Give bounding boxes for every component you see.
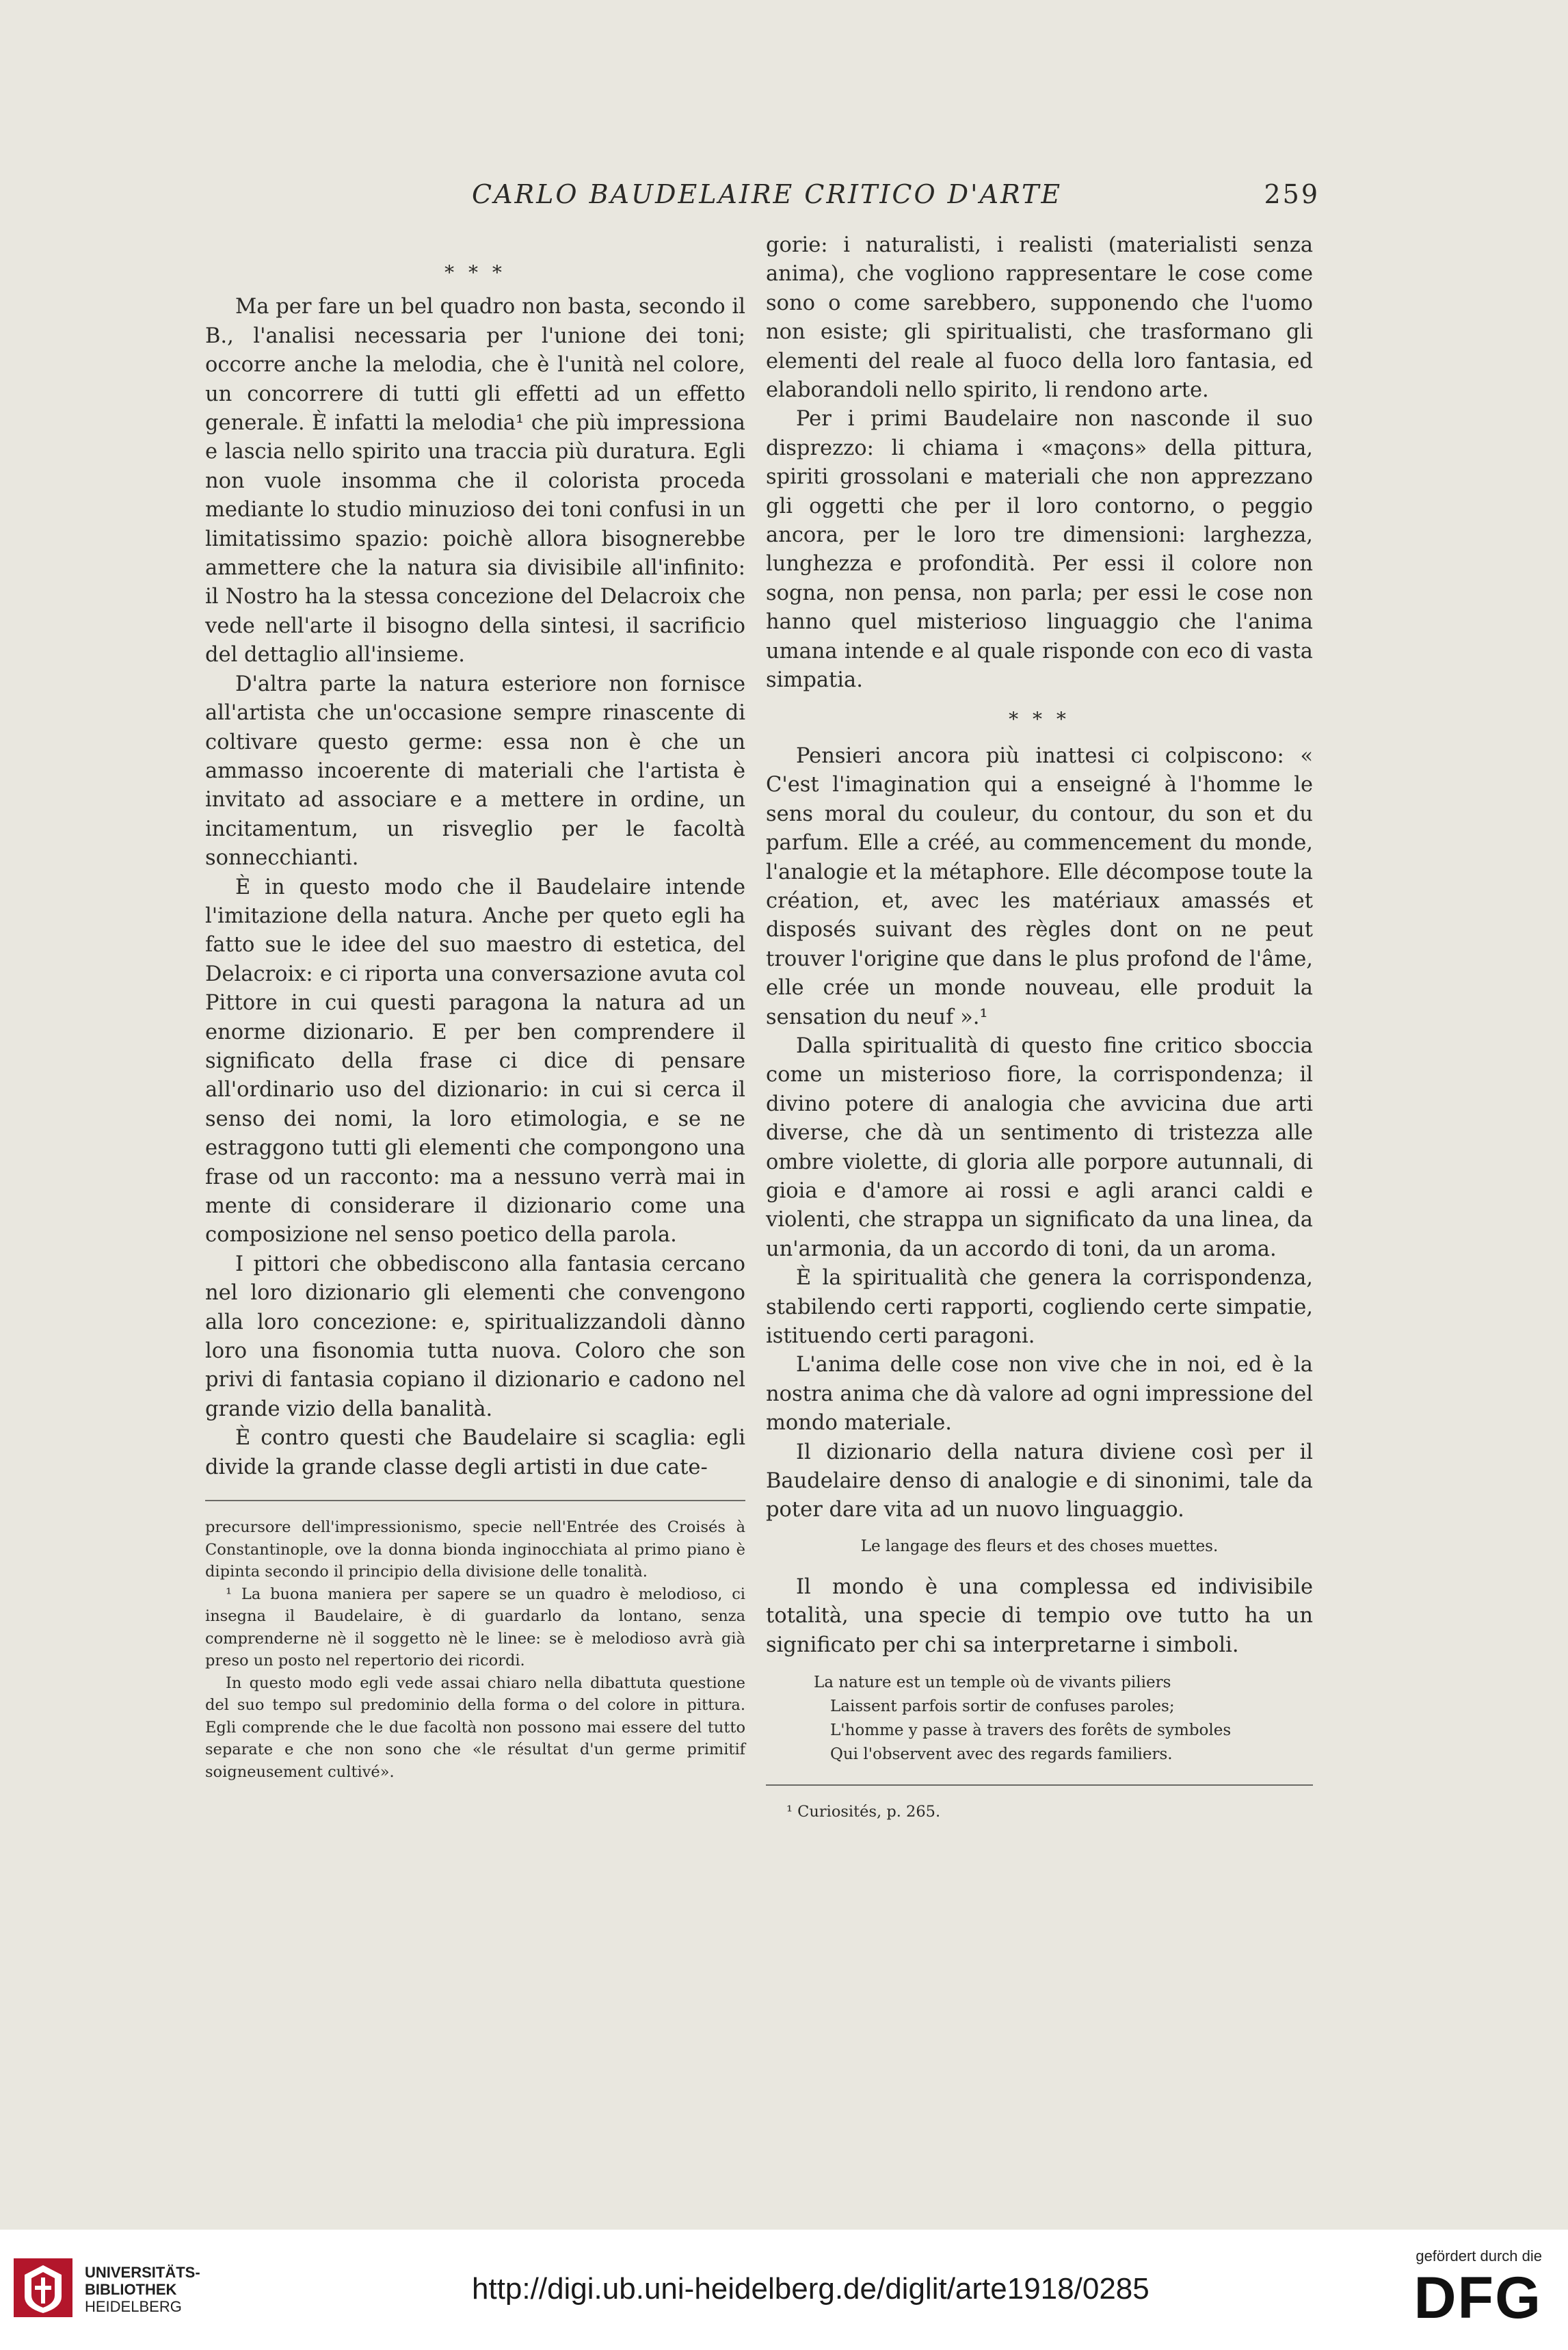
- section-separator: * * *: [444, 261, 506, 284]
- footnote-rule: [205, 1500, 745, 1501]
- verse-line: La nature est un temple où de vivants piliers: [814, 1674, 1171, 1692]
- university-library-logo[interactable]: [14, 2254, 198, 2323]
- verse-line: Laissent parfois sortir de confuses paroles;: [830, 1698, 1175, 1716]
- footnote: ¹ La buona maniera per sapere se un quadro è melodioso, ci insegna il Baudelaire, è di guardarlo da lontano, senza comprenderne nè il soggetto nè le linee: se è melodioso avrà già preso un posto nel repertorio dei ricordi.: [205, 1585, 745, 1670]
- library-emblem-icon: [14, 2258, 72, 2317]
- paragraph: gorie: i naturalisti, i realisti (materialisti senza anima), che vogliono rappresentare le cose come sono o come sarebbero, supponendo che l'uomo non esiste; gli spiritualisti, che trasformano gli elementi del reale al fuoco della loro fantasia, ed elaborandoli nello spirito, li rendono arte.: [766, 233, 1313, 403]
- left-column: [205, 259, 745, 1783]
- library-name: [85, 2264, 200, 2315]
- paragraph: Pensieri ancora più inattesi ci colpiscono: « C'est l'imagination qui a enseigné à l'homme le sens moral du couleur, du contour, du son et du parfum. Elle a créé, au commencement du monde, l'analogie et la métaphore. Elle décompose toute la création, et, avec les matériaux amassés et disposés suivant des règles dont on ne peut trouver l'origine que dans le plus profond de l'âme, elle crée un monde nouveau, elle produit la sensation du neuf ».¹: [766, 743, 1313, 1029]
- footnotes: [205, 1516, 745, 1783]
- footnote-rule: [766, 1784, 1313, 1786]
- dfg-logo[interactable]: [1392, 2247, 1542, 2336]
- funding-caption: gefördert durch die: [1416, 2247, 1542, 2265]
- paragraph: Ma per fare un bel quadro non basta, secondo il B., l'analisi necessaria per l'unione dei toni; occorre anche la melodia, che è l'unità nel colore, un concorrere di tutti gli effetti ad un effetto generale. È infatti la melodia¹ che più impressiona e lascia nello spirito una traccia più duratura. Egli non vuole insomma che il colorista proceda mediante lo studio minuzioso dei toni confusi in un limitatissimo spazio: poichè allora bisognerebbe ammettere che la natura sia divisibile all'infinito: il Nostro ha la stessa concezione del Delacroix che vede nell'arte il bisogno della sintesi, il sacrificio del dettaglio all'insieme.: [205, 295, 745, 668]
- page-number: 259: [1264, 179, 1320, 209]
- library-name-line: UNIVERSITÄTS-: [85, 2264, 200, 2281]
- footnote: In questo modo egli vede assai chiaro nella dibattuta questione del suo tempo sul predominio della forma o del colore in pittura. Egli comprende che le due facoltà non possono mai essere del tutto separate e che non sono che «le résultat d'un germe primitif soigneusement cultivé».: [205, 1674, 745, 1781]
- dfg-wordmark: DFG: [1413, 2265, 1542, 2331]
- section-separator: * * *: [1009, 707, 1070, 730]
- right-column: [766, 231, 1313, 1823]
- paragraph: Per i primi Baudelaire non nasconde il suo disprezzo: li chiama i «maçons» della pittura, spiriti grossolani e materiali che non apprezzano gli oggetti che per il loro contorno, o peggio ancora, per le loro tre dimensioni: larghezza, lunghezza e profondità. Per essi il colore non sogna, non pensa, non parla; per essi le cose non hanno quel misterioso linguaggio che l'anima umana intende e al quale risponde con eco di vasta simpatia.: [766, 407, 1313, 693]
- verse-line: L'homme y passe à travers des forêts de symboles: [830, 1721, 1232, 1740]
- paragraph: È la spiritualità che genera la corrispondenza, stabilendo certi rapporti, cogliendo certe simpatie, istituendo certi paragoni.: [766, 1266, 1313, 1349]
- library-name-line: BIBLIOTHEK: [85, 2281, 177, 2298]
- viewer-footer: [0, 2230, 1568, 2350]
- running-title: CARLO BAUDELAIRE CRITICO D'ARTE: [472, 179, 1063, 209]
- paragraph: I pittori che obbediscono alla fantasia cercano nel loro dizionario gli elementi che convengono alla loro concezione: e, spiritualizzandoli dànno loro una fisonomia tutta nuova. Coloro che son privi di fantasia copiano il dizionario e cadono nel grande vizio della banalità.: [205, 1252, 745, 1421]
- paragraph: È in questo modo che il Baudelaire intende l'imitazione della natura. Anche per queto egli ha fatto sue le idee del suo maestro di estetica, del Delacroix: e ci riporta una conversazione avuta col Pittore in cui questi paragona la natura ad un enorme dizionario. E per ben comprendere il significato della frase ci dice di pensare all'ordinario uso del dizionario: in cui si cerca il senso dei nomi, la loro etimologia, e se ne estraggono tutti gli elementi che compongono una frase od un racconto: ma a nessuno verrà mai in mente di considerare il dizionario come una composizione nel senso poetico della parola.: [205, 875, 745, 1247]
- paragraph: È contro questi che Baudelaire si scaglia: egli divide la grande classe degli artisti in due cate-: [205, 1426, 745, 1479]
- paragraph: Il mondo è una complessa ed indivisibile totalità, una specie di tempio ove tutto ha un significato per chi sa interpretarne i simboli.: [766, 1574, 1313, 1657]
- library-name-line: HEIDELBERG: [85, 2298, 182, 2315]
- permalink-url[interactable]: http://digi.ub.uni-heidelberg.de/diglit/arte1918/0285: [472, 2272, 1150, 2306]
- paragraph: L'anima delle cose non vive che in noi, ed è la nostra anima che dà valore ad ogni impressione del mondo materiale.: [766, 1353, 1313, 1436]
- verse-quote: Le langage des fleurs et des choses muettes.: [860, 1537, 1219, 1555]
- footnote: ¹ Curiosités, p. 265.: [786, 1803, 941, 1821]
- footnote: precursore dell'impressionismo, specie nell'Entrée des Croisés à Constantinople, ove la donna bionda inginocchiata al primo piano è dipinta secondo il principio della divisione delle tonalità.: [205, 1518, 745, 1581]
- paragraph: Il dizionario della natura diviene così per il Baudelaire denso di analogie e di sinonimi, tale da poter dare vita ad un nuovo linguaggio.: [766, 1440, 1313, 1522]
- verse-line: Qui l'observent avec des regards familiers.: [830, 1745, 1173, 1764]
- paragraph: Dalla spiritualità di questo fine critico sboccia come un misterioso fiore, la corrispondenza; il divino potere di analogia che avvicina due arti diverse, che dà un sentimento di tristezza alle ombre violette, di gloria alle porpore autunnali, di gioia e d'amore ai rossi e agli aranci caldi e violenti, che strappa un significato da una linea, da un'armonia, da un accordo di toni, da un aroma.: [766, 1033, 1313, 1261]
- verse-block: [814, 1671, 1313, 1767]
- footnotes: [766, 1801, 1313, 1823]
- paragraph: D'altra parte la natura esteriore non fornisce all'artista che un'occasione sempre rinascente di coltivare questo germe: essa non è che un ammasso incoerente di materiali che l'artista è invitato ad associare e a mettere in ordine, un incitamentum, un risveglio per le facoltà sonnecchianti.: [205, 672, 745, 871]
